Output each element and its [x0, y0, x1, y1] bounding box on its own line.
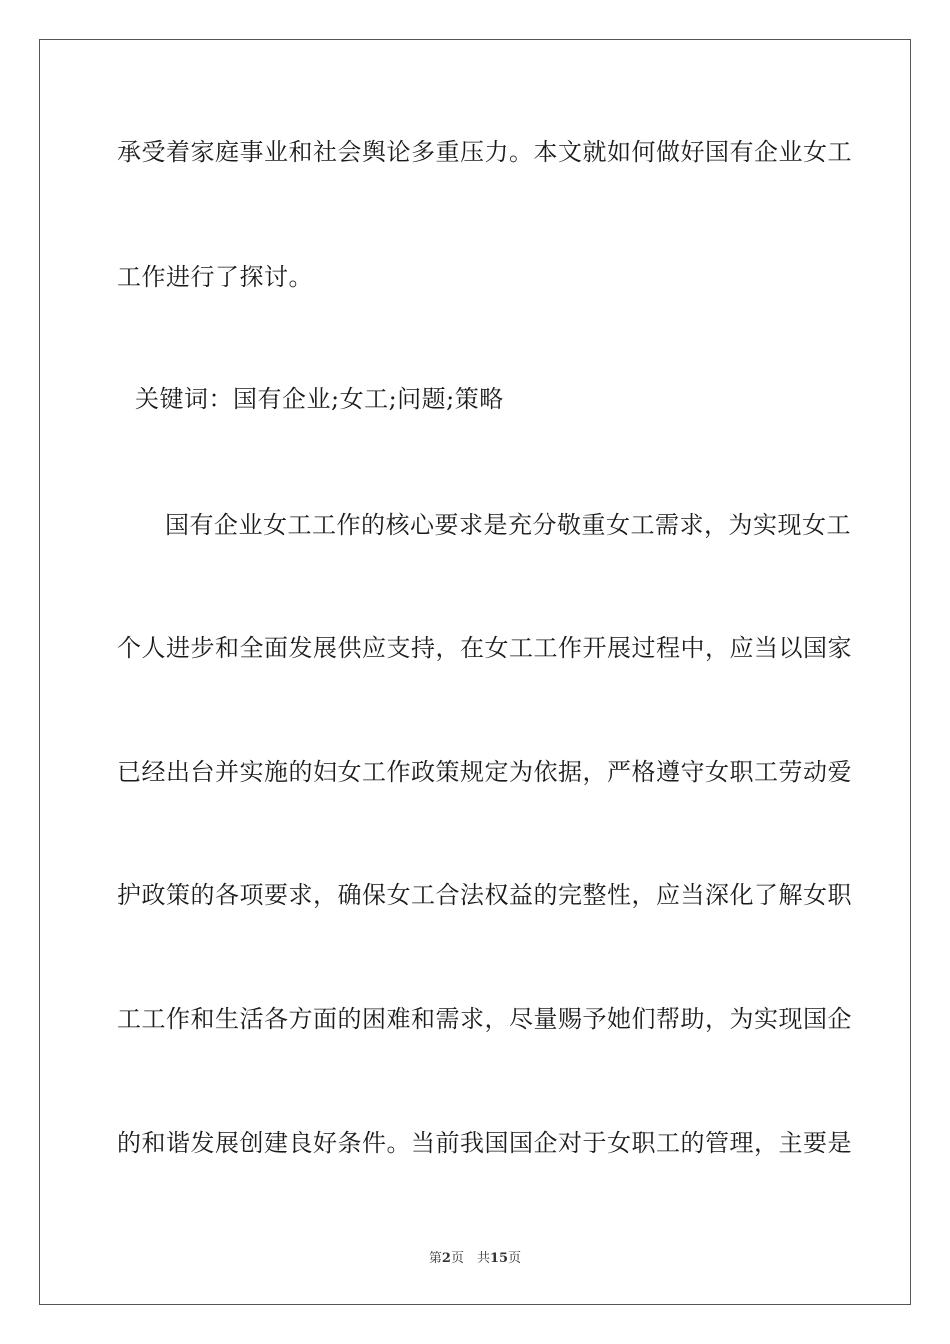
- paragraph-line: 承受着家庭事业和社会舆论多重压力。本文就如何做好国有企业女工: [117, 138, 852, 166]
- paragraph-line: 护政策的各项要求，确保女工合法权益的完整性，应当深化了解女职: [117, 881, 852, 909]
- page-footer: [0, 1247, 950, 1266]
- paragraph-line: 国有企业女工工作的核心要求是充分敬重女工需求，为实现女工: [165, 511, 851, 539]
- paragraph-line: 已经出台并实施的妇女工作政策规定为依据，严格遵守女职工劳动爱: [117, 758, 852, 786]
- page-number-total: 15: [489, 1251, 509, 1266]
- page-number-prefix: 第: [428, 1251, 442, 1266]
- page-number-suffix: 页: [508, 1251, 522, 1266]
- paragraph-line: 工作进行了探讨。: [117, 263, 313, 291]
- paragraph-line: 工工作和生活各方面的困难和需求，尽量赐予她们帮助，为实现国企: [117, 1005, 852, 1033]
- keywords-line: 关键词：国有企业;女工;问题;策略: [135, 385, 504, 413]
- paragraph-line: 的和谐发展创建良好条件。当前我国国企对于女职工的管理，主要是: [117, 1129, 852, 1157]
- page-border: [39, 39, 911, 1305]
- page-number-mid: 页 共: [450, 1251, 490, 1266]
- paragraph-line: 个人进步和全面发展供应支持，在女工工作开展过程中，应当以国家: [117, 634, 852, 662]
- page-number-current: 2: [441, 1251, 451, 1266]
